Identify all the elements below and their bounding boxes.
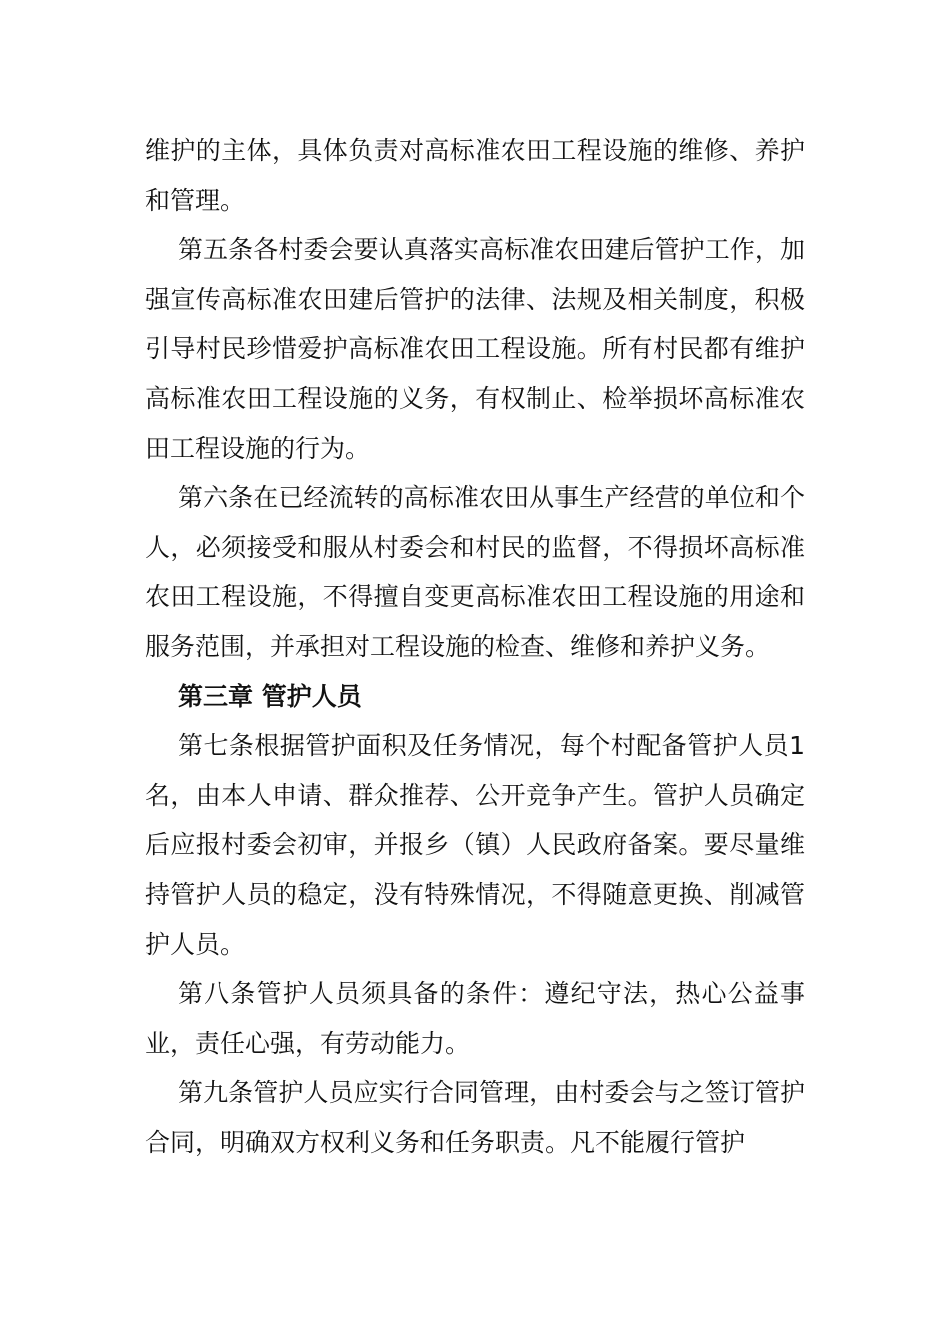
chapter-3-heading: 第三章 管护人员: [178, 681, 362, 711]
paragraph-continuation: 维护的主体，具体负责对高标准农田工程设施的维修、养护和管理。: [145, 136, 805, 215]
document-body: [145, 126, 805, 1167]
article-8-paragraph: 第八条管护人员须具备的条件：遵纪守法，热心公益事业，责任心强，有劳动能力。: [145, 979, 805, 1058]
article-5-paragraph: 第五条各村委会要认真落实高标准农田建后管护工作，加强宣传高标准农田建后管护的法律、法规及相关制度，积极引导村民珍惜爱护高标准农田工程设施。所有村民都有维护高标准农田工程设施的义务，有权制止、检举损坏高标准农田工程设施的行为。: [145, 235, 805, 463]
article-9-paragraph: 第九条管护人员应实行合同管理，由村委会与之签订管护合同，明确双方权利义务和任务职责。凡不能履行管护: [145, 1078, 805, 1157]
article-7-paragraph: 第七条根据管护面积及任务情况，每个村配备管护人员1名，由本人申请、群众推荐、公开竞争产生。管护人员确定后应报村委会初审，并报乡（镇）人民政府备案。要尽量维持管护人员的稳定，没有特殊情况，不得随意更换、削减管护人员。: [145, 731, 805, 959]
article-6-paragraph: 第六条在已经流转的高标准农田从事生产经营的单位和个人，必须接受和服从村委会和村民的监督，不得损坏高标准农田工程设施，不得擅自变更高标准农田工程设施的用途和服务范围，并承担对工程设施的检查、维修和养护义务。: [145, 483, 805, 661]
